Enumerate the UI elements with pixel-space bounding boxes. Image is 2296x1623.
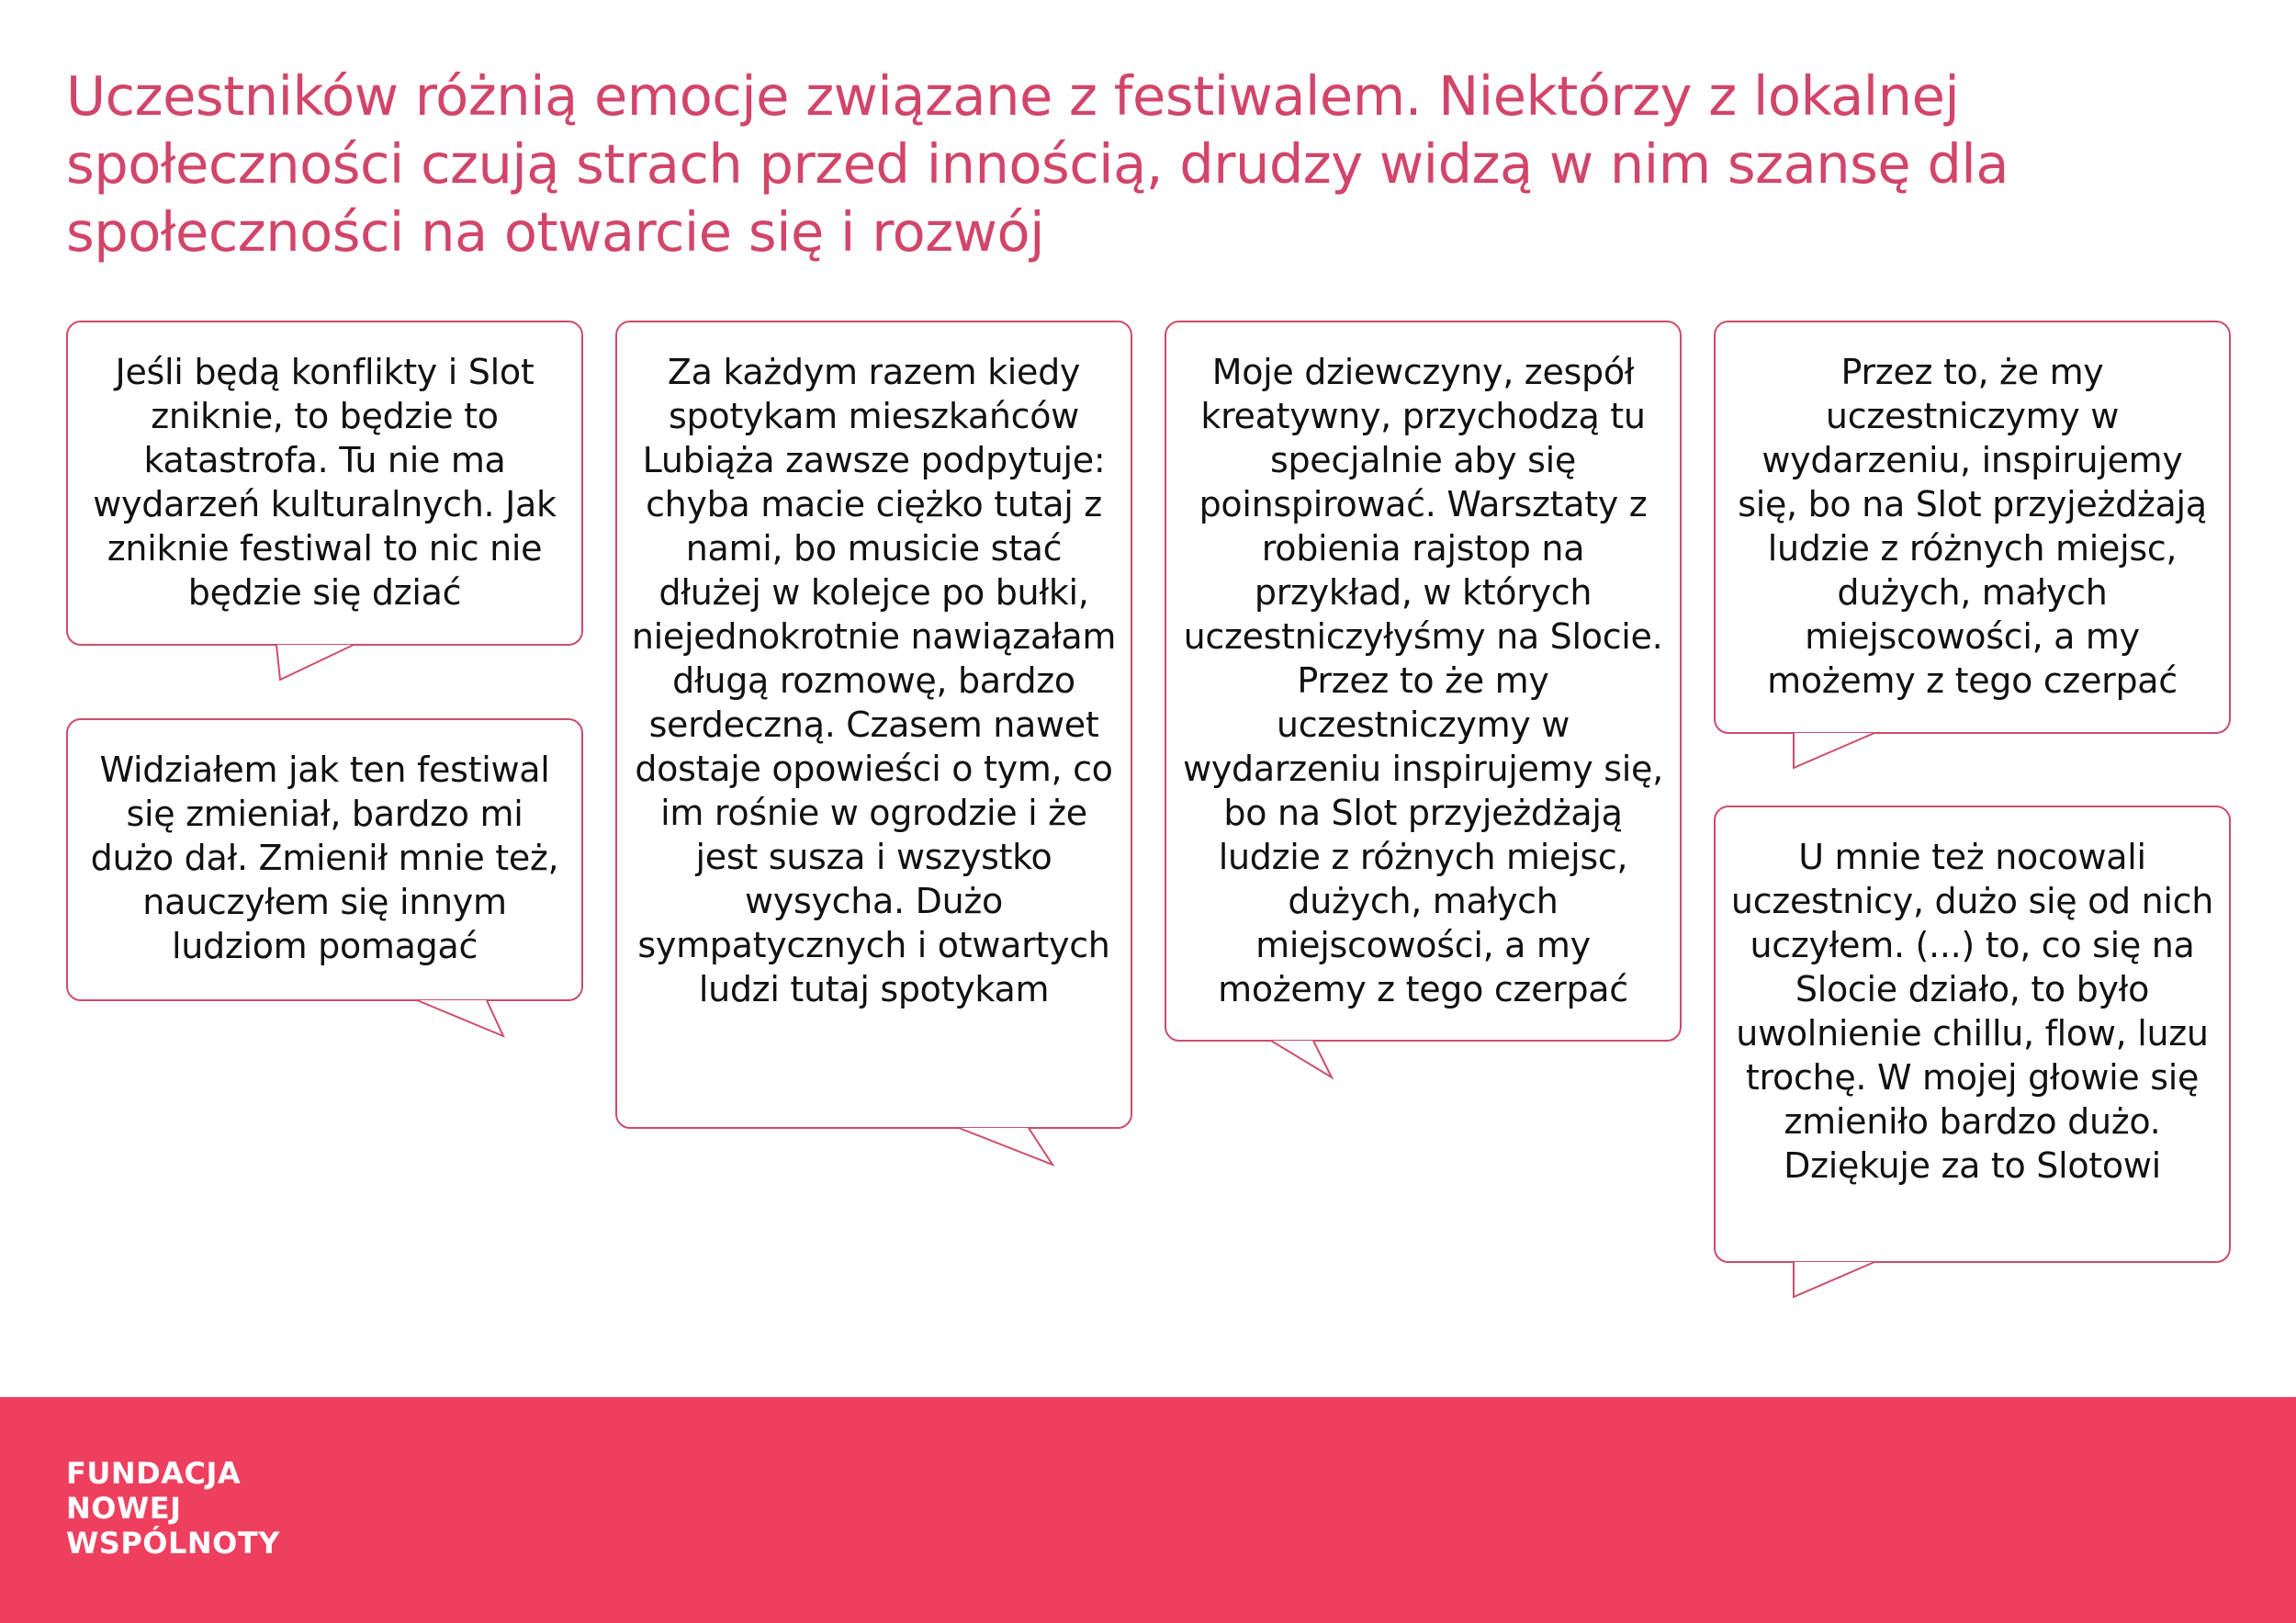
quote-text: U mnie też nocowali uczestnicy, dużo się od nich uczyłem. (...) to, co się na Slocie działo, to było uwolnienie chillu, flow, luzu trochę. W mojej głowie się zmieniło bardzo dużo. Dziękuje za to Slotowi [1730, 837, 2214, 1186]
logo-line-1: FUNDACJA [66, 1456, 242, 1491]
quote-bubble-4 [1165, 321, 1682, 1042]
quote-text: Jeśli będą konflikty i Slot zniknie, to będzie to katastrofa. Tu nie ma wydarzeń kulturalnych. Jak zniknie festiwal to nic nie będzie się dziać [93, 352, 557, 613]
speech-bubble-tail [955, 1126, 1056, 1167]
quote-bubble-5 [1714, 321, 2231, 734]
speech-bubble-tail [271, 643, 363, 684]
quote-bubble-3 [615, 321, 1132, 1129]
speech-bubble-tail [1267, 1039, 1368, 1080]
quote-text: Moje dziewczyny, zespół kreatywny, przychodzą tu specjalnie aby się poinspirować. Warsztaty z robienia rajstop na przykład, w których uczestniczyłyśmy na Slocie. Przez to że my uczestniczymy w wydarzeniu inspirujemy się, bo na Slot przyjeżdżają ludzie z różnych miejsc, dużych, małych miejscowości, a my możemy z tego czerpać [1183, 352, 1663, 1009]
quote-text: Za każdym razem kiedy spotykam mieszkańców Lubiąża zawsze podpytuje: chyba macie ciężko tutaj z nami, bo musicie stać dłużej w kolejce po bułki, niejednokrotnie nawiązałam długą rozmowę, bardzo serdeczną. Czasem nawet dostaje opowieści o tym, co im rośnie w ogrodzie i że jest susza i wszystko wysycha. Dużo sympatycznych i otwartych ludzi tutaj spotykam [631, 352, 1117, 1009]
speech-bubble-tail [1786, 731, 1887, 772]
footer-band [0, 1397, 2296, 1623]
speech-bubble-tail [413, 998, 514, 1040]
quote-bubble-2 [66, 718, 583, 1001]
speech-bubble-tail [1786, 1260, 1887, 1302]
page-title: Uczestników różnią emocje związane z festiwalem. Niektórzy z lokalnej społeczności czują strach przed innością, drudzy widzą w nim szansę dla społeczności na otwarcie się i rozwój [66, 64, 2009, 264]
quote-text: Przez to, że my uczestniczymy w wydarzeniu, inspirujemy się, bo na Slot przyjeżdżają ludzie z różnych miejsc, dużych, małych miejscowości, a my możemy z tego czerpać [1738, 352, 2207, 701]
quote-bubble-1 [66, 321, 583, 646]
quote-text: Widziałem jak ten festiwal się zmieniał, bardzo mi dużo dał. Zmienił mnie też, nauczyłem się innym ludziom pomagać [90, 750, 559, 966]
quote-bubble-6 [1714, 806, 2231, 1263]
logo-line-2: NOWEJ [66, 1491, 182, 1526]
foundation-logo [66, 1456, 280, 1561]
logo-line-3: WSPÓLNOTY [66, 1526, 280, 1561]
